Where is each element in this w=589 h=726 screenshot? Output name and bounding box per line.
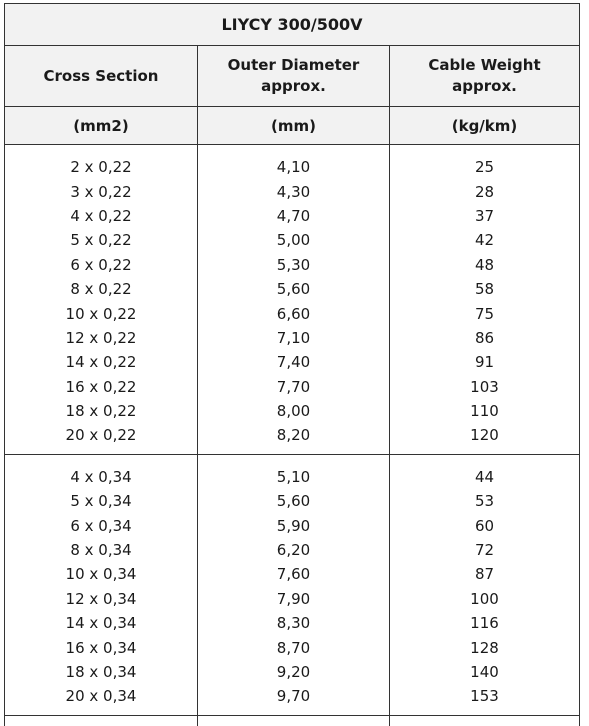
cell-cross-section: 18 x 0,34 (65, 663, 137, 681)
cell-outer-diameter: 8,70 (276, 638, 311, 657)
table-continuation (5, 716, 579, 726)
cell-outer-diameter: 7,70 (276, 377, 311, 396)
cell-cross-section: 20 x 0,22 (65, 426, 137, 445)
cell-cable-weight: 128 (470, 638, 499, 657)
column-cable-weight (389, 455, 579, 715)
cell-cable-weight: 103 (470, 377, 499, 396)
cell-cross-section: 6 x 0,34 (70, 516, 132, 535)
cell-cable-weight: 140 (470, 663, 499, 681)
unit-row (5, 107, 579, 145)
cell-cross-section: 10 x 0,22 (65, 304, 137, 323)
cell-cable-weight: 28 (474, 182, 495, 201)
cell-cross-section: 16 x 0,22 (65, 377, 137, 396)
cell-cable-weight: 25 (474, 158, 495, 177)
cell-cable-weight: 60 (474, 516, 495, 535)
cell-cross-section: 12 x 0,34 (65, 589, 137, 608)
cell-cross-section: 14 x 0,34 (65, 614, 137, 633)
cell-outer-diameter: 5,30 (276, 255, 311, 274)
cell-cross-section: 12 x 0,22 (65, 328, 137, 347)
header-cross-section (5, 46, 197, 106)
cell-cross-section: 2 x 0,22 (70, 158, 132, 177)
cell-outer-diameter: 8,20 (276, 426, 311, 445)
cell-cross-section: 6 x 0,22 (70, 255, 132, 274)
table-group (5, 455, 579, 716)
cell-cross-section: 5 x 0,34 (70, 492, 132, 511)
cell-outer-diameter: 9,20 (276, 663, 311, 681)
cell-outer-diameter: 4,30 (276, 182, 311, 201)
cell-outer-diameter: 7,40 (276, 353, 311, 372)
column-cross-section (5, 145, 197, 454)
cell-cross-section: 8 x 0,22 (70, 280, 132, 299)
cell-cable-weight: 58 (474, 280, 495, 299)
column-outer-diameter (197, 145, 389, 454)
cell-cable-weight: 116 (470, 614, 499, 633)
cell-cable-weight: 110 (470, 402, 499, 421)
header-outer-diameter (197, 46, 389, 106)
header-cross-section-label: Cross Section (43, 66, 159, 85)
cell-cross-section: 18 x 0,22 (65, 402, 137, 421)
header-cable-weight-line1: Cable Weight (428, 56, 541, 74)
cell-cross-section: 14 x 0,22 (65, 353, 137, 372)
cell-cable-weight: 53 (474, 492, 495, 511)
column-cross-section (5, 455, 197, 715)
cell-outer-diameter: 8,30 (276, 614, 311, 633)
cell-cross-section: 8 x 0,34 (70, 541, 132, 560)
cell-outer-diameter: 5,60 (276, 280, 311, 299)
cell-cable-weight: 72 (474, 541, 495, 560)
cell-cable-weight: 87 (474, 565, 495, 584)
cell-cross-section: 20 x 0,34 (65, 687, 137, 706)
cell-cross-section: 10 x 0,34 (65, 565, 137, 584)
cell-cross-section: 3 x 0,22 (70, 182, 132, 201)
cell-outer-diameter: 6,20 (276, 541, 311, 560)
cell-outer-diameter: 7,60 (276, 565, 311, 584)
unit-outer-diameter: (mm) (197, 107, 389, 144)
table-group (5, 145, 579, 455)
column-outer-diameter (197, 455, 389, 715)
column-header-row (5, 46, 579, 107)
cell-outer-diameter: 5,10 (276, 467, 311, 486)
cell-cable-weight: 48 (474, 255, 495, 274)
cell-outer-diameter: 4,10 (276, 158, 311, 177)
cell-cross-section: 5 x 0,22 (70, 231, 132, 250)
cell-cross-section: 4 x 0,34 (70, 467, 132, 486)
cell-cable-weight: 120 (470, 426, 499, 445)
cell-outer-diameter: 9,70 (276, 687, 311, 706)
cell-cable-weight: 75 (474, 304, 495, 323)
cell-outer-diameter: 5,60 (276, 492, 311, 511)
cell-cable-weight: 86 (474, 328, 495, 347)
header-outer-diameter-line1: Outer Diameter (227, 56, 360, 74)
unit-cross-section: (mm2) (73, 116, 129, 135)
header-outer-diameter-line2: approx. (261, 77, 326, 95)
cell-outer-diameter: 5,00 (276, 231, 311, 250)
cell-outer-diameter: 4,70 (276, 206, 311, 225)
cell-cross-section: 4 x 0,22 (70, 206, 132, 225)
cell-cable-weight: 42 (474, 231, 495, 250)
cell-cable-weight: 37 (474, 206, 495, 225)
header-cable-weight (389, 46, 579, 106)
cell-cable-weight: 91 (474, 353, 495, 372)
table-title: LIYCY 300/500V (5, 3, 579, 46)
cable-spec-table (4, 3, 580, 726)
header-cable-weight-line2: approx. (452, 77, 517, 95)
cell-outer-diameter: 6,60 (276, 304, 311, 323)
cell-outer-diameter: 8,00 (276, 402, 311, 421)
cell-outer-diameter: 7,90 (276, 589, 311, 608)
column-cable-weight (389, 145, 579, 454)
unit-cable-weight: (kg/km) (389, 107, 579, 144)
cell-cable-weight: 44 (474, 467, 495, 486)
cell-cable-weight: 153 (470, 687, 499, 706)
cell-outer-diameter: 5,90 (276, 516, 311, 535)
cell-cable-weight: 100 (470, 589, 499, 608)
cell-outer-diameter: 7,10 (276, 328, 311, 347)
cell-cross-section: 16 x 0,34 (65, 638, 137, 657)
table-body (5, 145, 579, 716)
